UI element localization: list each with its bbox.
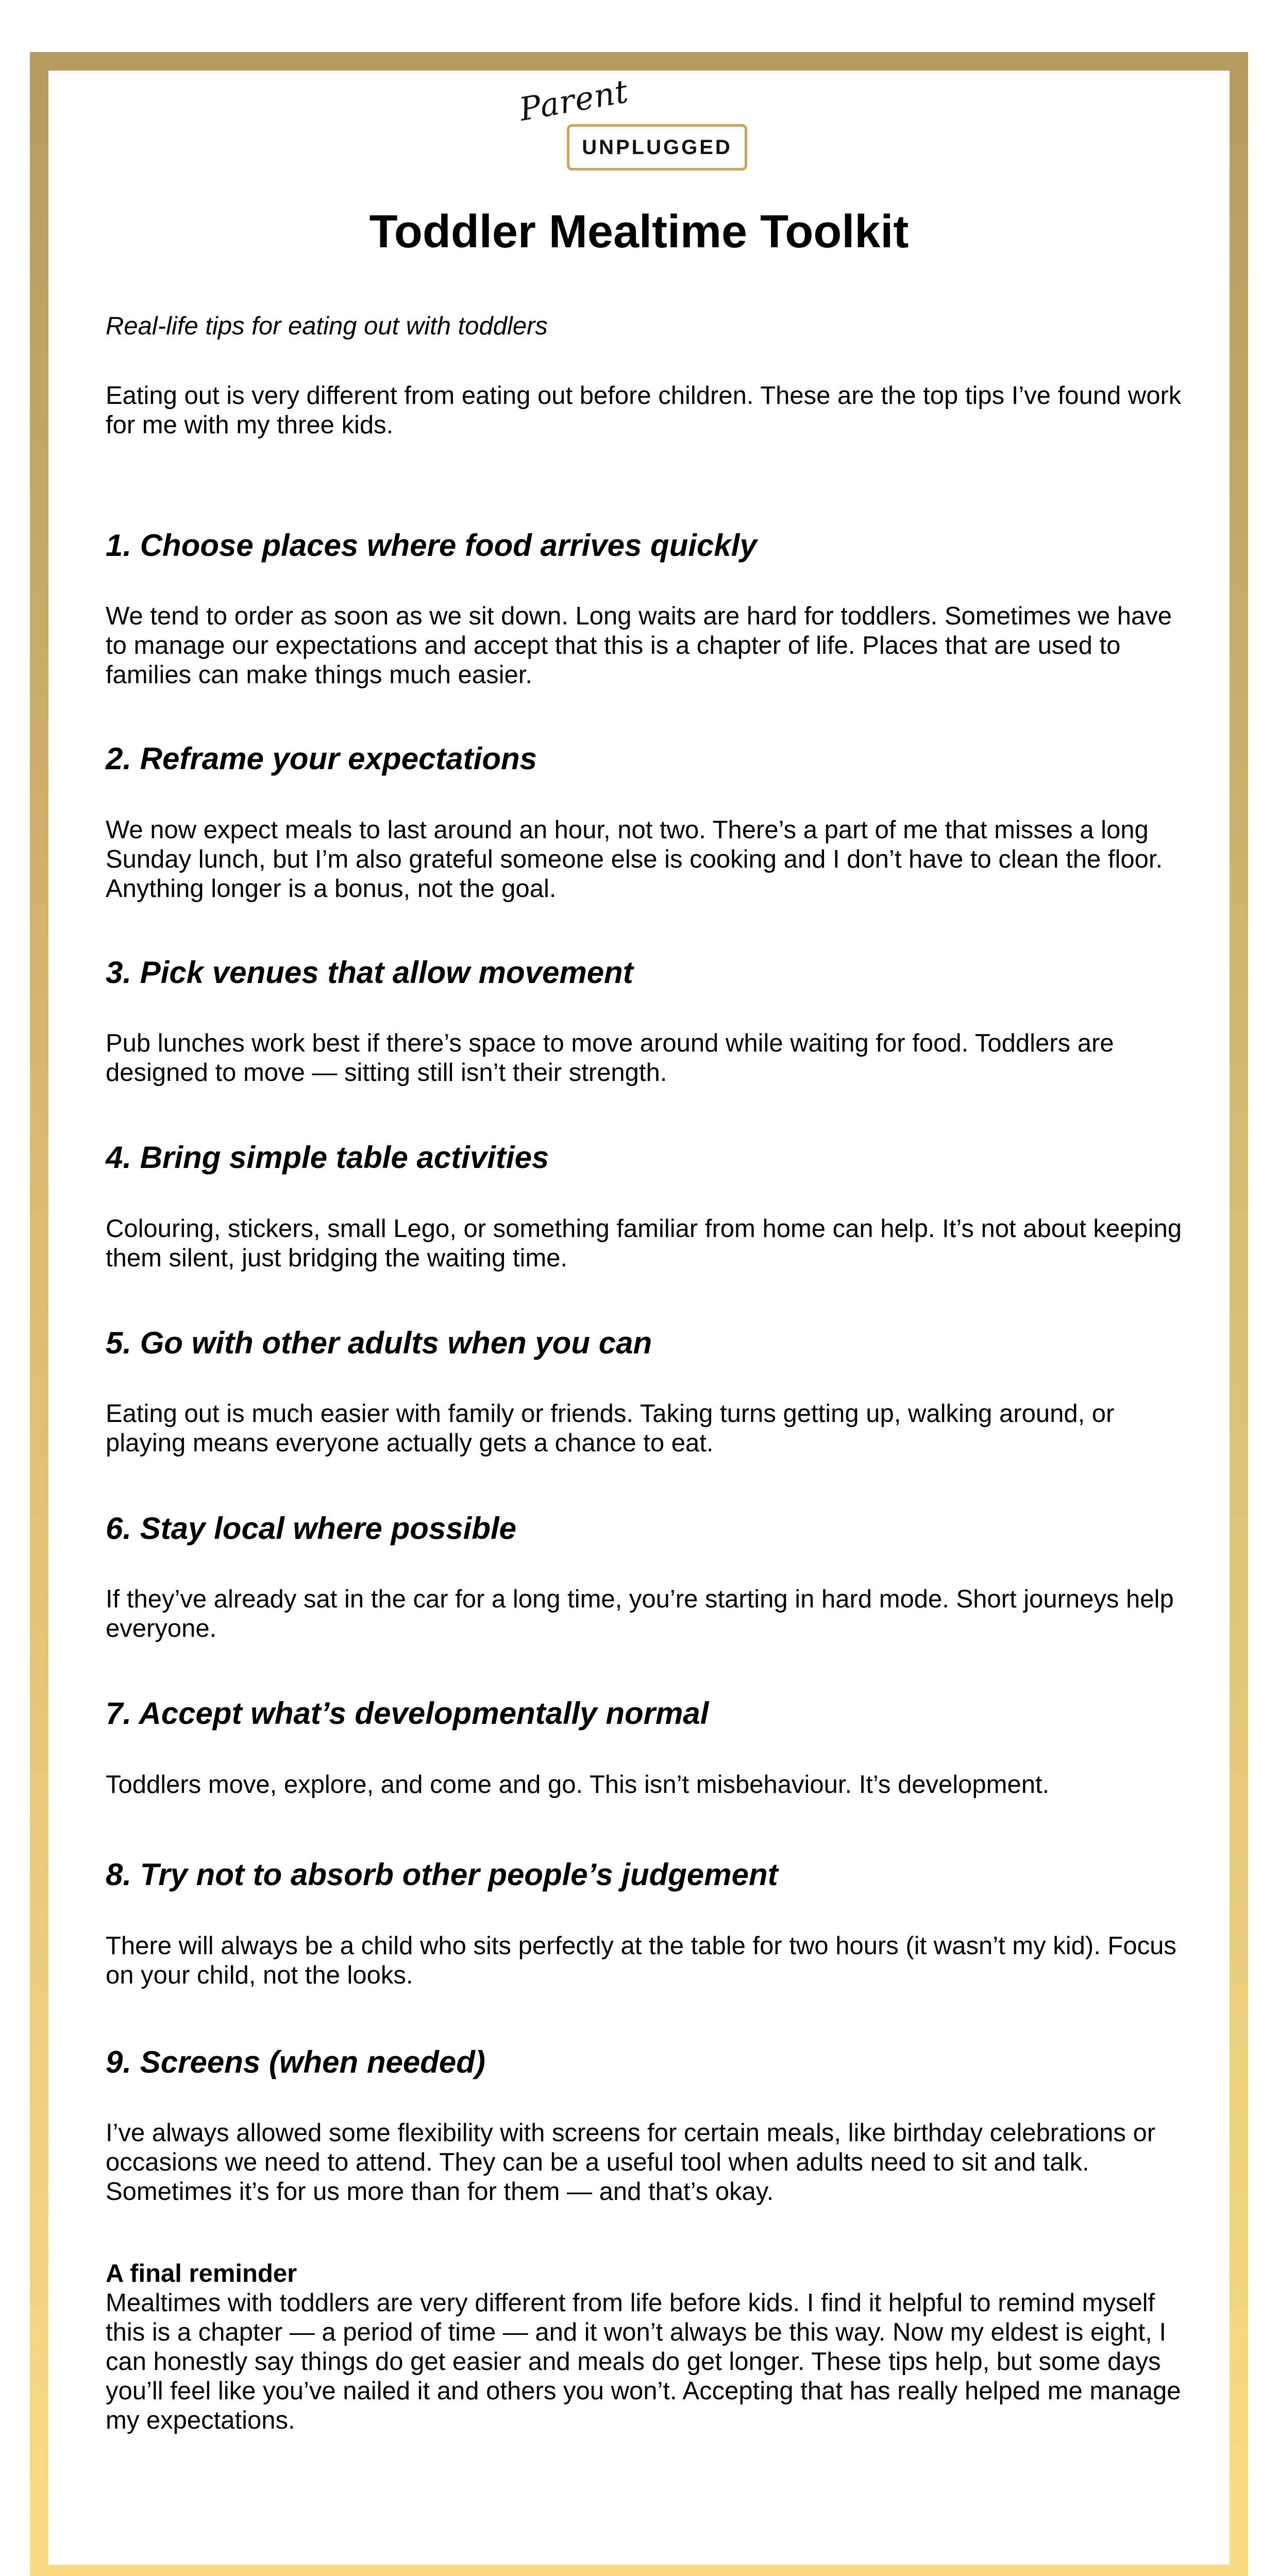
final-reminder	[106, 2259, 1193, 2435]
tip-1-body: We tend to order as soon as we sit down. Long waits are hard for toddlers. Sometimes we have to manage our expectations and accept that this is a chapter of life. Places that are used to families can make things much easier.	[106, 602, 1172, 689]
tip-7-heading: 7. Accept what’s developmentally normal	[106, 1696, 709, 1731]
intro-paragraph: Eating out is very different from eating out before children. These are the top tips I’ve found work for me with my three kids.	[106, 382, 1182, 439]
final-reminder-body: Mealtimes with toddlers are very different from life before kids. I find it helpful to remind myself this is a chapter — a period of time — and it won’t always be this way. Now my eldest is eight, I can honestly say things do get easier and meals do get longer. These tips help, but some days you’ll feel like you’ve nailed it and others you won’t. Accepting that has really helped me manage my expectations.	[106, 2289, 1181, 2434]
tip-6-heading: 6. Stay local where possible	[106, 1511, 516, 1546]
tip-5-heading: 5. Go with other adults when you can	[106, 1326, 652, 1360]
logo-script-text: Parent	[516, 72, 631, 128]
tip-1-heading: 1. Choose places where food arrives quickly	[106, 528, 757, 563]
tip-8-heading: 8. Try not to absorb other people’s judgement	[106, 1857, 778, 1892]
final-reminder-label: A final reminder	[106, 2260, 297, 2287]
page-subtitle: Real-life tips for eating out with toddlers	[106, 312, 548, 340]
tip-9-body: I’ve always allowed some flexibility with screens for certain meals, like birthday celebrations or occasions we need to attend. They can be a useful tool when adults need to sit and talk. Sometimes it’s for us more than for them — and that’s okay.	[106, 2119, 1156, 2206]
tip-4-body: Colouring, stickers, small Lego, or something familiar from home can help. It’s not about keeping them silent, just bridging the waiting time.	[106, 1215, 1182, 1272]
tip-8-body: There will always be a child who sits perfectly at the table for two hours (it wasn’t my kid). Focus on your child, not the looks.	[106, 1932, 1176, 1989]
tip-5-body: Eating out is much easier with family or friends. Taking turns getting up, walking around, or playing means everyone actually gets a chance to eat.	[106, 1400, 1115, 1457]
tip-3-body: Pub lunches work best if there’s space to move around while waiting for food. Toddlers are designed to move — sitting still isn’t their strength.	[106, 1029, 1114, 1087]
logo-box-text: UNPLUGGED	[582, 135, 732, 159]
page-title: Toddler Mealtime Toolkit	[369, 206, 909, 258]
tip-9-heading: 9. Screens (when needed)	[106, 2045, 485, 2079]
tip-2-heading: 2. Reframe your expectations	[106, 741, 537, 776]
parent-unplugged-logo	[516, 72, 758, 178]
tip-2-body: We now expect meals to last around an hour, not two. There’s a part of me that misses a long Sunday lunch, but I’m also grateful someone else is cooking and I don’t have to clean the floor. Anything longer is a bonus, not the goal.	[106, 816, 1163, 903]
tip-3-heading: 3. Pick venues that allow movement	[106, 955, 633, 990]
tip-7-body: Toddlers move, explore, and come and go. This isn’t misbehaviour. It’s development.	[106, 1771, 1050, 1799]
tip-6-body: If they’ve already sat in the car for a long time, you’re starting in hard mode. Short journeys help everyone.	[106, 1585, 1174, 1642]
tip-4-heading: 4. Bring simple table activities	[106, 1140, 549, 1175]
logo-box	[567, 124, 747, 171]
